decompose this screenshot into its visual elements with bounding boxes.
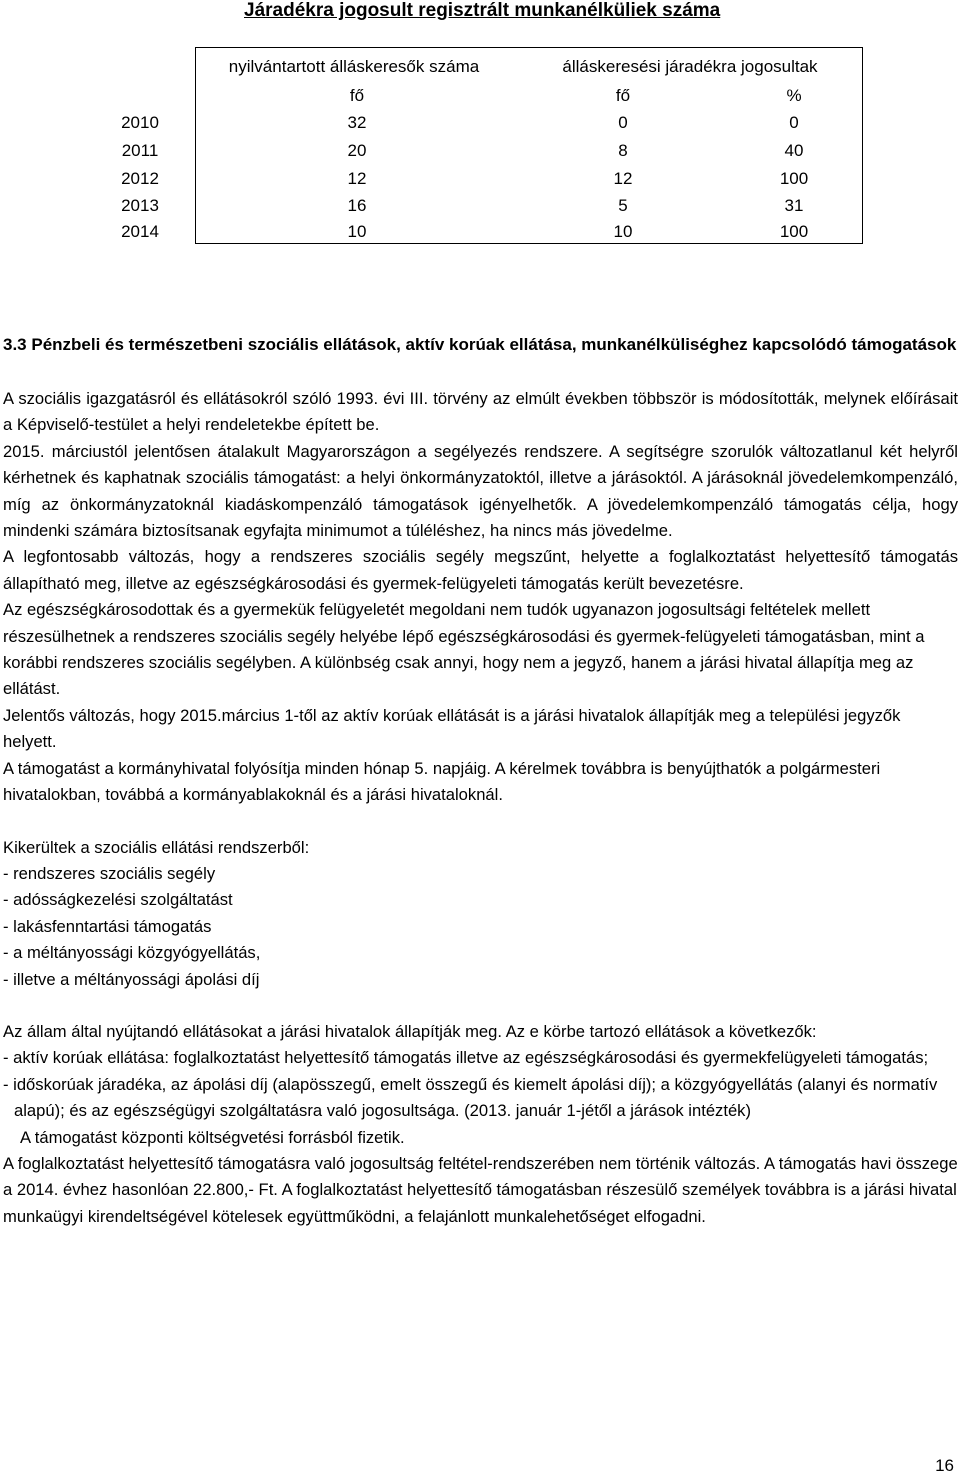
funding-note: A támogatást központi költségvetési forrásból fizetik. <box>20 1127 405 1147</box>
table-cell: 12 <box>347 169 367 188</box>
table-cell: 40 <box>784 141 804 160</box>
removed-list-intro: Kikerültek a szociális ellátási rendszerből: <box>3 837 310 857</box>
table-cell: 10 <box>613 222 633 241</box>
table-cell: 32 <box>347 113 367 132</box>
paragraph: Az egészségkárosodottak és a gyermekük felügyeletét megoldani nem tudók ugyanazon jogosultsági feltételek mellett részesülhetnek a rendszeres szociális segély helyébe lépő egészségkárosodási és gyermek-felügyeleti támogatásban, mint a korábbi rendszeres szociális segélyben. A különbség csak annyi, hogy nem a jegyző, hanem a járási hivatal állapítja meg az ellátást. <box>3 600 925 699</box>
body-text <box>3 386 958 1230</box>
paragraph: A legfontosabb változás, hogy a rendszeres szociális segély megszűnt, helyette a foglalkoztatást helyettesítő támogatás állapítható meg, illetve az egészségkárosodási és gyermek-felügyeleti támogatás került bevezetésre. <box>3 547 958 593</box>
list-item: - a méltányossági közgyógyellátás, <box>3 943 261 963</box>
table-cell: 100 <box>779 169 809 188</box>
table-year-cell: 2012 <box>121 169 159 188</box>
list-item: - lakásfenntartási támogatás <box>3 916 212 936</box>
paragraph: A támogatást a kormányhivatal folyósítja minden hónap 5. napjáig. A kérelmek továbbra is benyújthatók a polgármesteri hivatalokban, továbbá a kormányablakoknál és a járási hivataloknál. <box>3 758 881 805</box>
table-unit-cell: fő <box>615 86 631 105</box>
paragraph: Jelentős változás, hogy 2015.március 1-től az aktív korúak ellátását is a járási hivatalok állapítják meg a települési jegyzők helyett. <box>3 705 901 752</box>
list-item: - időskorúak járadéka, az ápolási díj (alapösszegű, emelt összegű és kiemelt ápolási díj); a közgyógyellátás (alanyi és normatív alapú); és az egészségügyi szolgáltatásra való jogosultsága. (2013. január 1-jétől a járások intézték) <box>3 1074 938 1121</box>
table-year-cell: 2011 <box>121 141 159 160</box>
table-cell: 12 <box>613 169 633 188</box>
page-title: Járadékra jogosult regisztrált munkanélküliek száma <box>244 0 721 21</box>
table-unit-cell: % <box>786 86 802 105</box>
paragraph: A szociális igazgatásról és ellátásokról szóló 1993. évi III. törvény az elmúlt években többször is módosították, melynek előírásait a Képviselő-testület a helyi rendeletekbe épített be. <box>3 389 958 435</box>
table-header-entitled: álláskeresési járadékra jogosultak <box>562 57 818 76</box>
list-item: - illetve a méltányossági ápolási díj <box>3 969 260 989</box>
table-cell: 20 <box>347 141 367 160</box>
table-cell: 8 <box>618 141 628 160</box>
table-year-cell: 2010 <box>121 113 159 132</box>
list-item: - adósságkezelési szolgáltatást <box>3 890 233 910</box>
page-number: 16 <box>935 1456 954 1475</box>
list-item: - aktív korúak ellátása: foglalkoztatást helyettesítő támogatás illetve az egészségkárosodási és gyermekfelügyeleti támogatás; <box>3 1048 929 1068</box>
table-cell: 5 <box>618 196 628 215</box>
closing-paragraph: A foglalkoztatást helyettesítő támogatásra való jogosultság feltétel-rendszerében nem történik változás. A támogatás havi összege a 2014. évhez hasonlóan 22.800,- Ft. A foglalkoztatást helyettesítő támogatásban részesülő személyek továbbra is a járási hivatal munkaügyi kirendeltségével kötelesek együttműködni, a felajánlott munkalehetőséget elfogadni. <box>3 1153 958 1226</box>
section-heading: 3.3 Pénzbeli és természetbeni szociális ellátások, aktív korúak ellátása, munkanélküliséghez kapcsolódó támogatások <box>3 335 957 354</box>
table-cell: 0 <box>618 113 628 132</box>
paragraph: 2015. márciustól jelentősen átalakult Magyarországon a segélyezés rendszere. A segítségre szorulók változatlanul két helyről kérhetnek és kaphatnak szociális támogatást: a helyi önkormányzatoktól, illetve a járásoktól. A járásoknál jövedelemkompenzáló, míg az önkormányzatoknál kiadáskompenzáló támogatások igényelhetők. A jövedelemkompenzáló támogatás célja, hogy mindenki számára biztosítsanak egyfajta minimumot a túléléshez, ha nincs más jövedelme. <box>3 441 958 541</box>
table-cell: 0 <box>789 113 799 132</box>
table-cell: 31 <box>784 196 804 215</box>
table-unit-cell: fő <box>349 86 365 105</box>
table-year-cell: 2013 <box>121 196 159 215</box>
state-list-intro: Az állam által nyújtandó ellátásokat a járási hivatalok állapítják meg. Az e körbe tartozó ellátások a következők: <box>3 1021 817 1041</box>
table-year-cell: 2014 <box>121 222 159 241</box>
table-cell: 10 <box>347 222 367 241</box>
table-cell: 100 <box>779 222 809 241</box>
list-item: - rendszeres szociális segély <box>3 863 216 883</box>
table-header-registered: nyilvántartott álláskeresők száma <box>228 57 480 76</box>
table-cell: 16 <box>347 196 367 215</box>
